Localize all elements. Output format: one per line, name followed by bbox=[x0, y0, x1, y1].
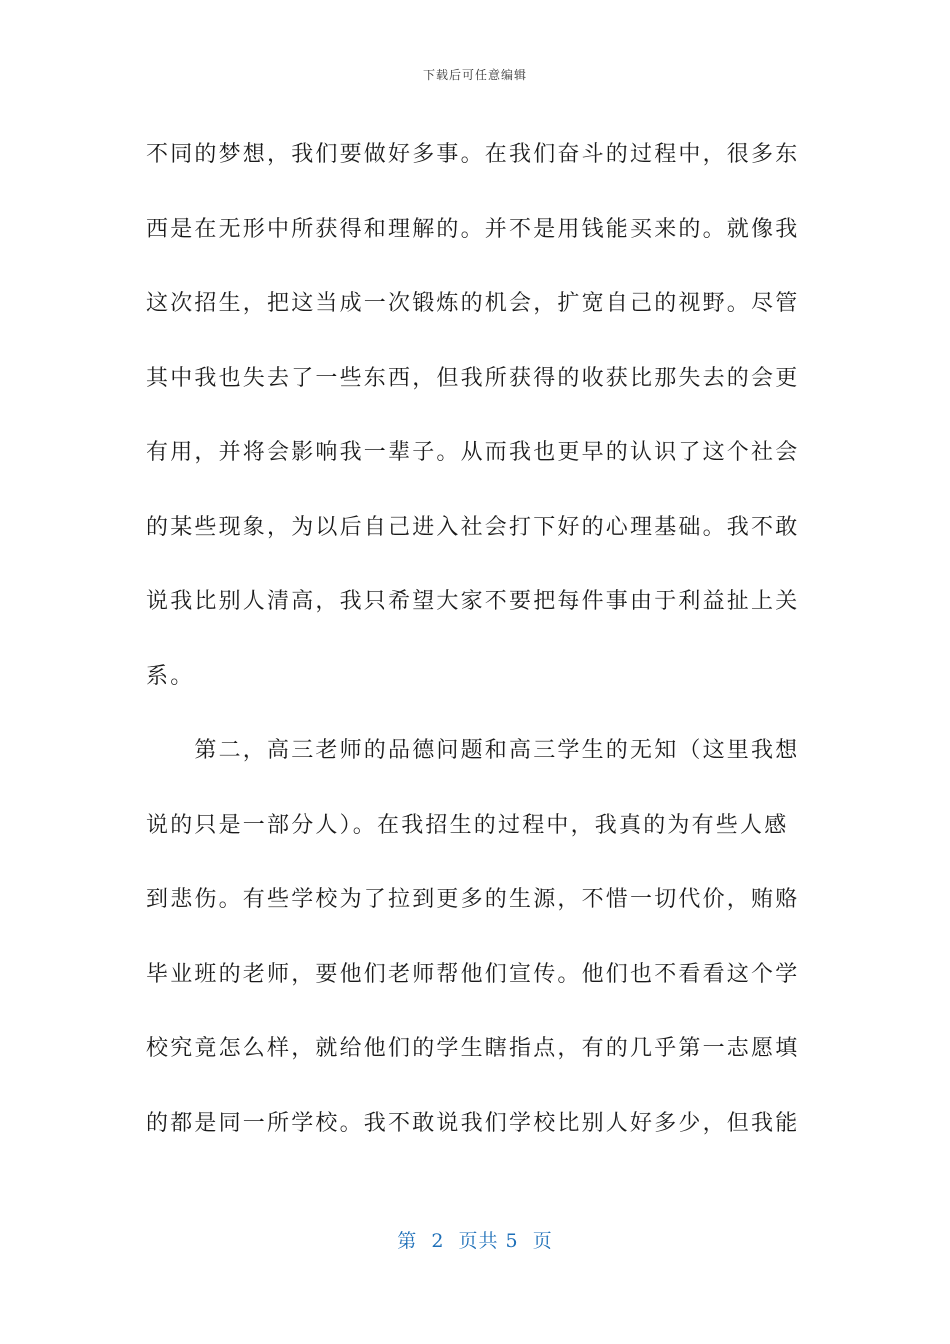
body-line: 毕业班的老师，要他们老师帮他们宣传。他们也不看看这个学 bbox=[146, 961, 800, 987]
body-line: 的某些现象，为以后自己进入社会打下好的心理基础。我不敢 bbox=[146, 514, 800, 540]
body-line: 其中我也失去了一些东西，但我所获得的收获比那失去的会更 bbox=[146, 365, 800, 391]
body-line: 不同的梦想，我们要做好多事。在我们奋斗的过程中，很多东 bbox=[146, 142, 800, 167]
body-line: 说的只是一部分人）。在我招生的过程中，我真的为有些人感 bbox=[146, 812, 789, 838]
body-line: 到悲伤。有些学校为了拉到更多的生源，不惜一切代价，贿赂 bbox=[146, 887, 800, 912]
page-number-footer: 第 2 页共 5 页 bbox=[397, 1230, 553, 1252]
body-line: 这次招生，把这当成一次锻炼的机会，扩宽自己的视野。尽管 bbox=[146, 291, 800, 316]
body-line: 西是在无形中所获得和理解的。并不是用钱能买来的。就像我 bbox=[146, 216, 800, 242]
body-line: 系。 bbox=[146, 663, 195, 689]
body-line: 的都是同一所学校。我不敢说我们学校比别人好多少，但我能 bbox=[146, 1110, 800, 1136]
header-note: 下载后可任意编辑 bbox=[422, 68, 527, 82]
document-body bbox=[146, 118, 806, 1161]
body-line: 有用，并将会影响我一辈子。从而我也更早的认识了这个社会 bbox=[146, 440, 800, 465]
body-line: 校究竟怎么样，就给他们的学生瞎指点，有的几乎第一志愿填 bbox=[146, 1036, 800, 1061]
body-line: 说我比别人清高，我只希望大家不要把每件事由于利益扯上关 bbox=[146, 589, 800, 614]
body-line: 第二，高三老师的品德问题和高三学生的无知（这里我想 bbox=[146, 738, 800, 763]
